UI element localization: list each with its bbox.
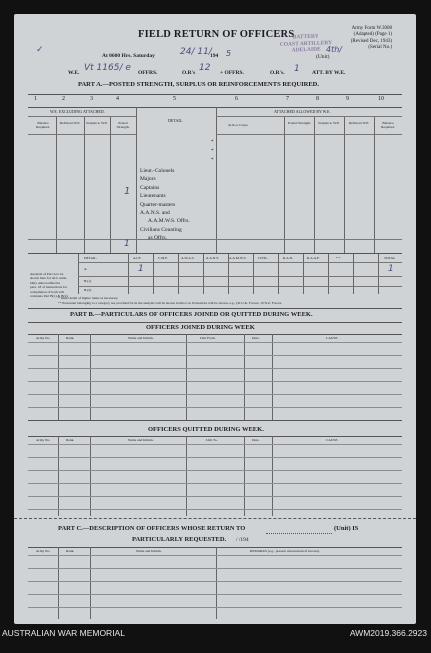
table-header: Army No.	[36, 549, 51, 553]
part-c-heading: PART C.—DESCRIPTION OF OFFICERS WHOSE RETURN TO	[58, 525, 246, 532]
att-label: ATT. BY W.E.	[312, 70, 346, 76]
total-handwritten: 1	[388, 264, 394, 274]
divider	[28, 94, 402, 95]
col-rule	[78, 254, 79, 294]
col-rule	[128, 254, 129, 294]
table-header: Date.	[252, 438, 260, 442]
analysis-row-label: A.	[84, 267, 88, 271]
part-c-date: / /194	[236, 537, 249, 543]
row-rule	[28, 355, 402, 356]
table-header: Unit To.	[206, 438, 218, 442]
col-rule	[58, 436, 59, 516]
sub-col-label: Balance Required.	[381, 121, 395, 129]
col-rule	[253, 254, 254, 294]
rank-item: Quarter-masters	[140, 201, 176, 208]
row-rule	[28, 394, 402, 395]
sub-col-label: Posted Strength.	[116, 121, 130, 129]
table-header: Name and Initials.	[136, 549, 162, 553]
rank-item: Civilians Counting	[140, 226, 182, 233]
tear-line	[14, 518, 416, 519]
rank-item: Lieutenants	[140, 193, 166, 200]
year-label: 194	[210, 53, 219, 59]
analysis-header: A.I.F.	[133, 256, 141, 260]
row-rule	[28, 594, 402, 595]
form-title: FIELD RETURN OF OFFICERS	[138, 29, 295, 40]
analysis-header: C.M.F.	[158, 256, 168, 260]
col-number: 7	[286, 96, 289, 102]
footnote: ** Personnel belonging to a category not provided for in the analysis will be shown in this Col. Particulars will be shown, e.g., (In U.K. Forces; 10 N.Z. Forces.	[58, 301, 282, 305]
row-rule	[28, 407, 402, 408]
rule	[78, 262, 402, 263]
col-rule	[272, 436, 273, 516]
col-rule	[90, 547, 91, 619]
sub-col-label: Posted Strength.	[288, 121, 311, 125]
year-handwritten: 5	[226, 49, 232, 58]
table-header: REMARKS (e.g., present whereabouts if known).	[250, 549, 320, 553]
posted-handwritten: 1	[124, 186, 131, 197]
unit-label: (Unit)	[316, 54, 330, 60]
col-rule	[56, 117, 57, 253]
col-rule	[378, 254, 379, 294]
quitted-title: OFFICERS QUITTED DURING WEEK.	[148, 426, 264, 433]
rank-item: Captains	[140, 184, 160, 191]
col-rule	[90, 436, 91, 516]
divider	[28, 308, 402, 309]
asterisk: *	[211, 140, 214, 145]
table-header: Army No.	[36, 336, 51, 340]
table-header: CAUSE.	[326, 336, 339, 340]
table-header: Army No.	[36, 438, 51, 442]
analysis-header: R.A.N.	[283, 256, 294, 260]
group-left-label: W.E. EXCLUDING ATTACHED.	[50, 109, 105, 114]
analysis-note-line: Analysis of Part A to be	[30, 272, 64, 276]
table-header: Date.	[252, 336, 260, 340]
table-header: Name and Initials.	[128, 336, 154, 340]
analysis-header: DETAIL.	[84, 256, 98, 260]
rule	[28, 239, 402, 240]
row-rule	[28, 568, 402, 569]
col-rule	[344, 117, 345, 253]
col-number: 2	[62, 96, 65, 102]
quitted-table	[28, 436, 402, 516]
column-numbers	[28, 96, 402, 106]
table-header: Rank.	[66, 336, 75, 340]
form-sheet	[14, 14, 416, 624]
col-rule	[203, 254, 204, 294]
form-meta-line: (Revised Dec, 1943)	[350, 38, 392, 44]
ors2-label: O.R's.	[270, 70, 285, 76]
col-rule	[84, 117, 85, 253]
col-rule	[244, 436, 245, 516]
divider	[28, 322, 402, 323]
analysis-row-label: B.(1)	[84, 279, 92, 283]
col-rule	[216, 547, 217, 619]
analysis-header: A.A.N.S.	[206, 256, 220, 260]
analysis-note-line: complete Part B(1) & B(2).	[30, 294, 69, 299]
col-number: 8	[316, 96, 319, 102]
stamp-line: COAST ARTILLERY	[279, 39, 333, 48]
sub-col-label: Deficient W.E.	[59, 121, 81, 125]
fill-line	[266, 533, 332, 534]
analysis-header: TOTAL.	[384, 256, 397, 260]
rule	[78, 286, 402, 287]
col-number: 10	[378, 96, 384, 102]
asterisk: *	[211, 149, 214, 154]
col-rule	[284, 117, 285, 253]
asterisk: *	[211, 158, 214, 163]
analysis-header: A.A.M.W.S.	[229, 256, 247, 260]
form-meta	[351, 26, 392, 51]
row-rule	[28, 342, 402, 343]
col-number: 5	[173, 96, 176, 102]
table-header: Unit From.	[200, 336, 216, 340]
detail-label: DETAIL.	[168, 118, 184, 123]
sub-col-label: Balance Required.	[36, 121, 50, 129]
rule	[216, 134, 402, 135]
table-header: Rank.	[66, 438, 75, 442]
part-c-heading-2: PARTICULARLY REQUESTED.	[132, 536, 227, 543]
analysis-note-line: compilation of both will	[30, 289, 64, 294]
form-meta-line: (Adapted) (Page 1)	[353, 32, 392, 38]
rank-item: Lieut.-Colonels	[140, 168, 175, 174]
col-rule	[58, 547, 59, 619]
col-number: 9	[346, 96, 349, 102]
total-handwritten: 1	[124, 239, 130, 249]
rank-list	[140, 167, 190, 243]
sub-col-label: Surplus to W.E.	[318, 121, 340, 125]
offrs-label: OFFRS.	[138, 70, 158, 76]
col-rule	[353, 254, 354, 294]
row-rule	[28, 555, 402, 556]
rank-item: A.A.N.S. and	[140, 210, 170, 217]
table-header: Name and Initials.	[128, 438, 154, 442]
row-rule	[28, 483, 402, 484]
col-rule	[314, 117, 315, 253]
analysis-note	[30, 272, 68, 298]
analysis-note-line: para. 18 of instructions for	[30, 285, 68, 290]
analysis-note-line: shown here for ALL units.	[30, 276, 67, 281]
rank-item: Majors	[140, 176, 156, 183]
rule	[28, 116, 136, 117]
we-handwritten: Vt 1165/ e	[84, 63, 131, 73]
part-b-heading: PART B.—PARTICULARS OF OFFICERS JOINED OR QUITTED DURING WEEK.	[70, 311, 313, 318]
ors-handwritten: 12	[199, 63, 211, 73]
part-a-heading: PART A.—POSTED STRENGTH, SURPLUS OR REINFORCEMENTS REQUIRED.	[78, 81, 319, 88]
col-rule	[153, 254, 154, 294]
we-label: W.E.	[68, 70, 80, 76]
part-c-table	[28, 547, 402, 619]
row-rule	[28, 444, 402, 445]
part-c-unit: (Unit) IS	[334, 525, 359, 532]
stamp-line: BATTERY	[292, 33, 319, 41]
analysis-header: R.A.A.F.	[307, 256, 320, 260]
row-rule	[28, 368, 402, 369]
col-rule	[303, 254, 304, 294]
sub-col-label: Deficient W.E.	[348, 121, 370, 125]
stamp-line: ADELAIDE	[291, 46, 321, 54]
archive-caption-left: AUSTRALIAN WAR MEMORIAL	[2, 628, 125, 638]
col-rule	[374, 117, 375, 253]
col-rule	[278, 254, 279, 294]
time-line: At 0600 Hrs. Saturday	[102, 53, 155, 59]
col-number: 1	[34, 96, 37, 102]
table-header: Rank.	[66, 549, 75, 553]
unit-handwritten: 4th/	[326, 45, 342, 54]
joined-title: OFFICERS JOINED DURING WEEK	[146, 324, 255, 331]
row-rule	[28, 581, 402, 582]
row-rule	[28, 509, 402, 510]
col-rule	[178, 254, 179, 294]
col-rule	[110, 117, 111, 253]
col-rule	[186, 436, 187, 516]
date-handwritten: 24/ 11/	[180, 47, 212, 57]
rank-item: as Offrs.	[148, 235, 167, 242]
analysis-header: CIVIL.	[258, 256, 269, 260]
col-rule	[328, 254, 329, 294]
analysis-note-line: Only units notified in	[30, 280, 61, 285]
rule	[28, 134, 136, 135]
analysis-row-label: B.(2)	[84, 288, 92, 292]
rule	[78, 276, 402, 277]
col-number: 6	[235, 96, 238, 102]
footnote: * Insert detail of higher ranks as necessary.	[58, 296, 119, 300]
sub-col-label: Arm or Corps.	[228, 123, 249, 127]
sub-col-label: Surplus to W.E.	[86, 121, 108, 125]
analysis-header: A.W.A.S.	[181, 256, 195, 260]
archive-caption-right: AWM2019.366.2923	[349, 628, 427, 638]
row-rule	[28, 457, 402, 458]
rank-item: A.A.M.W.S. Offrs.	[148, 218, 190, 225]
row-rule	[28, 496, 402, 497]
row-rule	[28, 607, 402, 608]
form-meta-line: Army Form W.3008	[351, 26, 392, 31]
col-number: 4	[116, 96, 119, 102]
rule	[216, 116, 402, 117]
part-a-table	[28, 107, 402, 254]
aif-handwritten: 1	[138, 264, 144, 274]
ors2-handwritten: 1	[294, 64, 300, 74]
offrs2-label: + OFFRS.	[220, 70, 244, 76]
col-rule	[136, 107, 137, 253]
col-rule	[216, 107, 217, 253]
form-meta-line: (Serial No.)	[368, 44, 392, 50]
col-number: 3	[90, 96, 93, 102]
group-right-label: ATTACHED ALLOWED BY W.E.	[274, 109, 331, 114]
handwritten-mark: ✓	[36, 45, 44, 55]
row-rule	[28, 381, 402, 382]
row-rule	[28, 470, 402, 471]
analysis-header: * *	[336, 256, 341, 260]
ors-label: O.R's	[182, 70, 196, 76]
table-header: CAUSE.	[326, 438, 339, 442]
divider	[28, 420, 402, 421]
